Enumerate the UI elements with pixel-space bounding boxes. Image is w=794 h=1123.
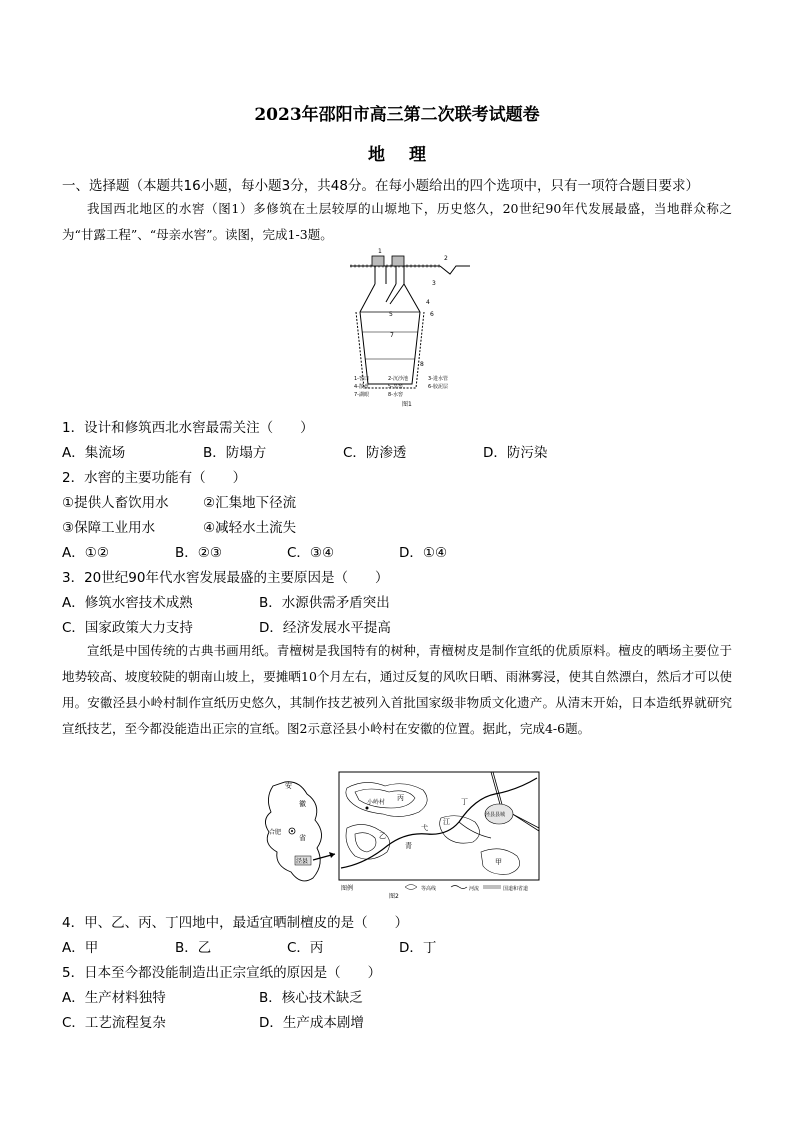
figure-2-caption: 图2: [389, 893, 399, 900]
figure-1-number: 4: [426, 299, 430, 306]
question-3-stem: 3．20世纪90年代水窖发展最盛的主要原因是（ ）: [62, 570, 389, 586]
question-3-option-d[interactable]: D．经济发展水平提高: [259, 620, 391, 636]
figure-2-label: 合肥: [269, 829, 282, 836]
question-1-option-d[interactable]: D．防污染: [483, 445, 548, 461]
figure-1-number: 2: [444, 255, 448, 262]
question-2-item: ④减轻水土流失: [203, 520, 297, 536]
figure-2-label: 丁: [461, 798, 468, 806]
question-2-option-b[interactable]: B．②③: [175, 545, 222, 561]
figure-2-label: 甲: [495, 858, 502, 866]
figure-1-number: 5: [389, 311, 393, 318]
figure-2-legend: 国道和省道: [503, 886, 529, 892]
figure-1-legend: 5-旱窖: [388, 384, 403, 390]
figure-2-label: 省: [299, 834, 306, 842]
question-5-option-d[interactable]: D．生产成本剧增: [259, 1015, 364, 1031]
question-5-option-b[interactable]: B．核心技术缺乏: [259, 990, 363, 1006]
question-5-stem: 5．日本至今都没能制造出正宗宣纸的原因是（ ）: [62, 965, 382, 981]
figure-2-label: 泾县: [296, 858, 309, 865]
figure-1-number: 3: [432, 280, 436, 287]
figure-2-label: 小岭村: [367, 799, 386, 806]
figure-2-label: 安: [285, 782, 292, 790]
figure-1-legend: 7-湖眼: [354, 392, 369, 398]
question-5-option-a[interactable]: A．生产材料独特: [62, 990, 166, 1006]
figure-2-label: 青: [405, 842, 412, 850]
question-4-option-d[interactable]: D．丁: [399, 940, 437, 956]
question-1-option-c[interactable]: C．防渗透: [343, 445, 407, 461]
question-2-option-a[interactable]: A．①②: [62, 545, 109, 561]
question-3-option-c[interactable]: C．国家政策大力支持: [62, 620, 193, 636]
figure-1-legend: 3-进水管: [428, 376, 448, 382]
section-heading: 一、选择题（本题共16小题，每小题3分，共48分。在每小题给出的四个选项中，只有一项符合题目要求）: [62, 178, 699, 194]
question-5-option-c[interactable]: C．工艺流程复杂: [62, 1015, 166, 1031]
figure-1-legend: 8-水窖: [388, 392, 403, 398]
question-4-stem: 4．甲、乙、丙、丁四地中，最适宜晒制檀皮的是（ ）: [62, 915, 409, 931]
figure-1-number: 1: [378, 248, 382, 255]
question-4-option-c[interactable]: C．丙: [287, 940, 324, 956]
question-1-option-a[interactable]: A．集流场: [62, 445, 126, 461]
figure-2-label: 乙: [379, 832, 386, 840]
question-2-item: ③保障工业用水: [62, 520, 156, 536]
question-1-option-b[interactable]: B．防塌方: [203, 445, 267, 461]
passage-1: 我国西北地区的水窖（图1）多修筑在土层较厚的山塬地下，历史悠久，20世纪90年代发展最盛，当地群众称之为“甘露工程”、“母亲水窖”。读图，完成1-3题。: [62, 201, 732, 242]
figure-1-legend: 2-沉沙池: [388, 376, 408, 382]
figure-2-legend: 图例: [341, 885, 354, 892]
figure-2-legend: 河流: [469, 886, 480, 892]
question-2-option-c[interactable]: C．③④: [287, 545, 335, 561]
subject-title: 地 理: [368, 145, 426, 165]
figure-1-water-cellar-diagram: [340, 244, 480, 410]
figure-1-number: 6: [430, 311, 434, 318]
figure-2-label: 江: [443, 818, 450, 826]
figure-1-legend: 4-散盘: [354, 384, 369, 390]
question-4-option-a[interactable]: A．甲: [62, 940, 99, 956]
figure-2-legend: 等高线: [421, 886, 437, 892]
question-2-item: ②汇集地下径流: [203, 495, 297, 511]
passage-2: 宣纸是中国传统的古典书画用纸。青檀树是我国特有的树种，青檀树皮是制作宣纸的优质原料。檀皮的晒场主要位于地势较高、坡度较陡的朝南山坡上，要摊晒10个月左右，通过反复的风吹日晒、雨淋雾浸，使其自然漂白，然后才可以使用。安徽泾县小岭村制作宣纸历史悠久，其制作技艺被列入首批国家级非物质文化遗产。从清末开始，日本造纸界就研究宣纸技艺，至今都没能造出正宗的宣纸。图2示意泾县小岭村在安徽的位置。据此，完成4-6题。: [62, 643, 732, 736]
figure-1-legend: 6-胶泥层: [428, 384, 448, 390]
question-2-stem: 2．水窖的主要功能有（ ）: [62, 470, 247, 486]
question-3-option-b[interactable]: B．水源供需矛盾突出: [259, 595, 390, 611]
question-1-stem: 1．设计和修筑西北水窖最需关注（ ）: [62, 420, 314, 436]
figure-1-caption: 图1: [402, 401, 412, 408]
figure-1-number: 7: [390, 332, 394, 339]
exam-title: 2023年邵阳市高三第二次联考试题卷: [254, 105, 540, 125]
question-2-item: ①提供人畜饮用水: [62, 495, 169, 511]
question-2-option-d[interactable]: D．①④: [399, 545, 448, 561]
figure-2-label: 弋: [421, 824, 428, 832]
figure-2-map: [255, 768, 545, 900]
figure-2-label: 徽: [299, 800, 306, 808]
figure-2-label: 丙: [397, 794, 404, 802]
figure-1-legend: 1-窖口: [354, 376, 369, 382]
figure-2-label: 泾县县城: [485, 812, 506, 818]
question-4-option-b[interactable]: B．乙: [175, 940, 212, 956]
figure-1-number: 8: [420, 361, 424, 368]
question-3-option-a[interactable]: A．修筑水窖技术成熟: [62, 595, 193, 611]
